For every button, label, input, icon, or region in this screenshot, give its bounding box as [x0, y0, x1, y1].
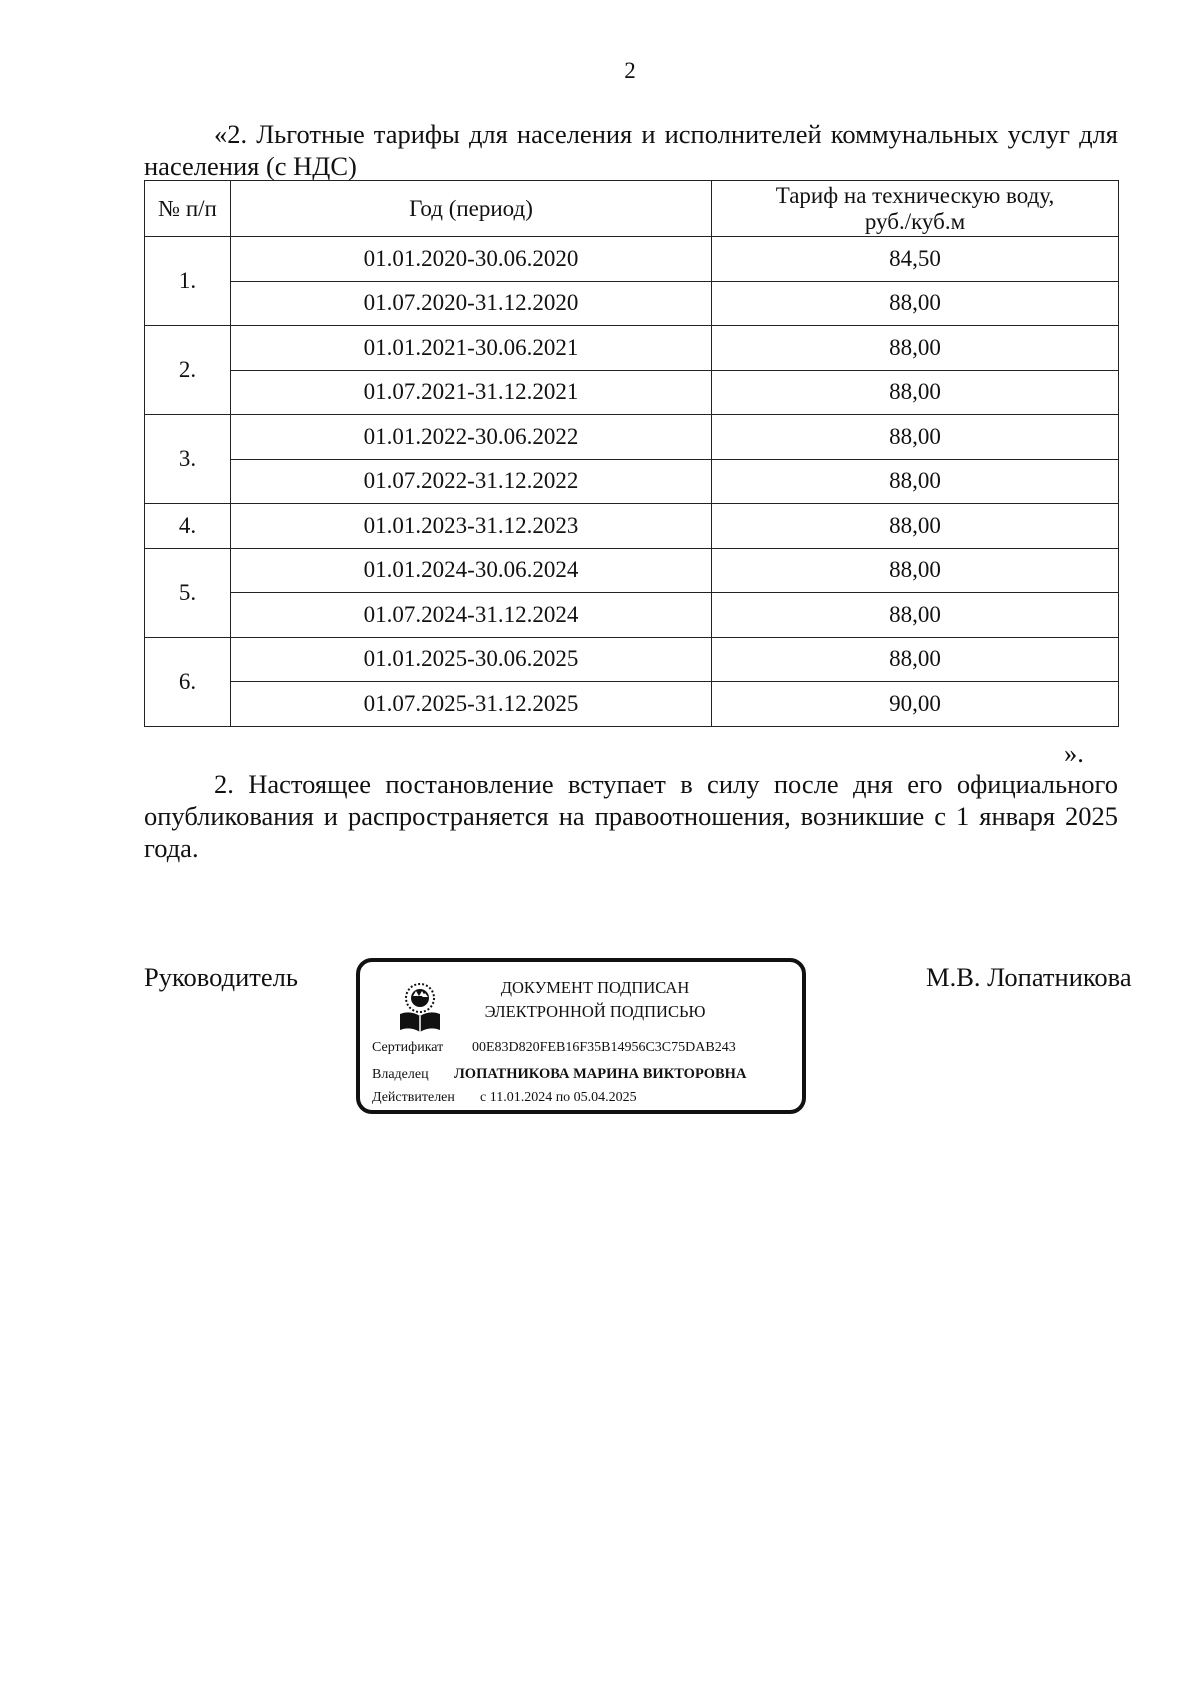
row-tariff: 88,00: [712, 326, 1119, 371]
table-row: [145, 504, 1119, 549]
row-tariff: 84,50: [712, 237, 1119, 282]
paragraph-2: 2. Настоящее постановление вступает в силу после дня его официального опубликования и распространяется на правоотношения, возникшие с 1 января 2025 года.: [144, 769, 1118, 863]
row-period: 01.01.2023-31.12.2023: [231, 504, 712, 549]
row-num: 3.: [145, 415, 231, 504]
row-period: 01.01.2021-30.06.2021: [231, 326, 712, 371]
row-tariff: 88,00: [712, 548, 1119, 593]
table-row: [145, 370, 1119, 415]
row-tariff: 88,00: [712, 281, 1119, 326]
closing-quote: ».: [1064, 738, 1084, 768]
stamp-validity-value: с 11.01.2024 по 05.04.2025: [480, 1090, 637, 1105]
stamp-certificate: [372, 1040, 736, 1056]
row-period: 01.01.2024-30.06.2024: [231, 548, 712, 593]
row-tariff: 90,00: [712, 682, 1119, 727]
row-num: 4.: [145, 504, 231, 549]
table-row: [145, 548, 1119, 593]
row-period: 01.01.2025-30.06.2025: [231, 637, 712, 682]
row-tariff: 88,00: [712, 459, 1119, 504]
table-row: [145, 281, 1119, 326]
table-row: [145, 326, 1119, 371]
stamp-owner-label: Владелец: [372, 1067, 429, 1082]
row-period: 01.07.2022-31.12.2022: [231, 459, 712, 504]
row-num: 1.: [145, 237, 231, 326]
signer-title: Руководитель: [144, 962, 298, 992]
row-period: 01.07.2020-31.12.2020: [231, 281, 712, 326]
header-tariff: [712, 181, 1119, 237]
row-tariff: 88,00: [712, 504, 1119, 549]
stamp-owner: [372, 1066, 746, 1083]
header-tariff-line2: руб./куб.м: [864, 208, 966, 234]
stamp-validity: [372, 1090, 637, 1106]
table-row: [145, 637, 1119, 682]
stamp-certificate-label: Сертификат: [372, 1040, 444, 1055]
row-num: 6.: [145, 637, 231, 726]
regional-emblem-icon: [396, 980, 444, 1036]
row-tariff: 88,00: [712, 370, 1119, 415]
row-tariff: 88,00: [712, 593, 1119, 638]
table-row: [145, 593, 1119, 638]
page-number: 2: [624, 58, 636, 83]
stamp-heading: [450, 976, 740, 1024]
row-tariff: 88,00: [712, 415, 1119, 460]
section-heading: «2. Льготные тарифы для населения и исполнителей коммунальных услуг для населения (с НДС): [144, 119, 1118, 181]
row-num: 2.: [145, 326, 231, 415]
table-row: [145, 415, 1119, 460]
row-period: 01.07.2025-31.12.2025: [231, 682, 712, 727]
stamp-validity-label: Действителен: [372, 1090, 455, 1105]
stamp-heading-line1: ДОКУМЕНТ ПОДПИСАН: [500, 978, 690, 997]
tariff-table: [144, 180, 1119, 727]
header-num: № п/п: [145, 181, 231, 237]
stamp-certificate-value: 00E83D820FEB16F35B14956C3C75DAB243: [472, 1040, 736, 1055]
row-num: 5.: [145, 548, 231, 637]
header-period: Год (период): [231, 181, 712, 237]
table-header-row: [145, 181, 1119, 237]
row-period: 01.01.2020-30.06.2020: [231, 237, 712, 282]
header-tariff-line1: Тариф на техническую воду,: [775, 182, 1055, 208]
row-period: 01.07.2024-31.12.2024: [231, 593, 712, 638]
stamp-owner-value: ЛОПАТНИКОВА МАРИНА ВИКТОРОВНА: [454, 1066, 747, 1082]
row-tariff: 88,00: [712, 637, 1119, 682]
row-period: 01.07.2021-31.12.2021: [231, 370, 712, 415]
table-row: [145, 459, 1119, 504]
signer-name: М.В. Лопатникова: [926, 962, 1132, 992]
row-period: 01.01.2022-30.06.2022: [231, 415, 712, 460]
table-row: [145, 682, 1119, 727]
table-row: [145, 237, 1119, 282]
stamp-heading-line2: ЭЛЕКТРОННОЙ ПОДПИСЬЮ: [484, 1002, 706, 1021]
electronic-signature-stamp: [356, 958, 806, 1114]
